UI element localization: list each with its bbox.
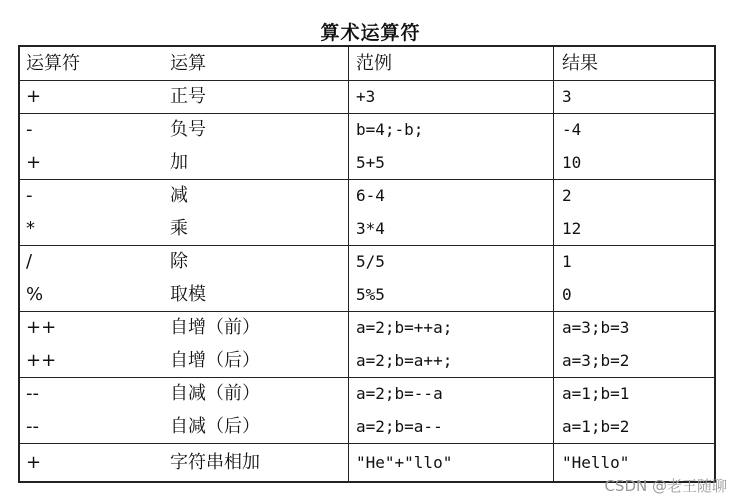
cell-example: a=2;b=a-- [356, 417, 443, 436]
cell-example: 5+5 [356, 153, 385, 172]
cell-operator: % [26, 284, 44, 305]
cell-result: a=3;b=3 [562, 318, 630, 337]
cell-operation: 自减（前） [170, 383, 260, 404]
watermark: CSDN @老王随聊 [604, 477, 727, 495]
cell-operator: + [26, 86, 42, 107]
cell-operator: - [26, 119, 33, 140]
cell-example: a=2;b=++a; [356, 318, 453, 337]
cell-example: 6-4 [356, 186, 385, 205]
cell-operation: 负号 [170, 119, 206, 140]
cell-operator: + [26, 452, 42, 473]
cell-example: 5%5 [356, 285, 385, 304]
cell-result: a=3;b=2 [562, 351, 630, 370]
cell-result: a=1;b=1 [562, 384, 630, 403]
cell-operator: + [26, 152, 42, 173]
cell-example: 5/5 [356, 252, 385, 271]
cell-result: 3 [562, 87, 572, 106]
cell-result: 12 [562, 219, 582, 238]
cell-example: 3*4 [356, 219, 385, 238]
table-row [20, 278, 714, 311]
header-result: 结果 [562, 53, 598, 74]
header-example: 范例 [356, 53, 392, 74]
cell-operation: 自增（前） [170, 317, 260, 338]
header-operator: 运算符 [26, 53, 80, 74]
table-row [20, 344, 714, 377]
table-row [20, 113, 714, 146]
cell-operation: 乘 [170, 218, 188, 239]
table-row [20, 377, 714, 410]
cell-example: "He"+"llo" [356, 453, 453, 472]
cell-operation: 加 [170, 152, 188, 173]
cell-operation: 自增（后） [170, 350, 260, 371]
cell-result: a=1;b=2 [562, 417, 630, 436]
table-row [20, 146, 714, 179]
table-row [20, 80, 714, 113]
cell-example: +3 [356, 87, 376, 106]
cell-example: a=2;b=--a [356, 384, 443, 403]
cell-operator: - [26, 185, 33, 206]
table-row [20, 212, 714, 245]
cell-operator: / [26, 251, 33, 272]
header-row [20, 47, 714, 80]
cell-operator: -- [26, 383, 39, 404]
cell-result: 10 [562, 153, 582, 172]
cell-operation: 取模 [170, 284, 206, 305]
header-operation: 运算 [170, 53, 206, 74]
cell-result: "Hello" [562, 453, 630, 472]
cell-result: -4 [562, 120, 582, 139]
cell-operation: 字符串相加 [170, 452, 260, 473]
cell-operation: 自减（后） [170, 416, 260, 437]
table-title: 算术运算符 [320, 22, 421, 44]
cell-example: b=4;-b; [356, 120, 424, 139]
cell-operation: 除 [170, 251, 188, 272]
cell-operator: ++ [26, 350, 57, 371]
table-row [20, 410, 714, 443]
operator-table [18, 45, 716, 483]
cell-example: a=2;b=a++; [356, 351, 453, 370]
cell-result: 2 [562, 186, 572, 205]
table-row [20, 245, 714, 278]
cell-result: 1 [562, 252, 572, 271]
cell-operator: * [26, 218, 35, 239]
cell-operation: 减 [170, 185, 188, 206]
row-divider [20, 443, 714, 444]
cell-operator: ++ [26, 317, 57, 338]
table-row [20, 179, 714, 212]
table-row [20, 311, 714, 344]
cell-result: 0 [562, 285, 572, 304]
cell-operation: 正号 [170, 86, 206, 107]
cell-operator: -- [26, 416, 39, 437]
